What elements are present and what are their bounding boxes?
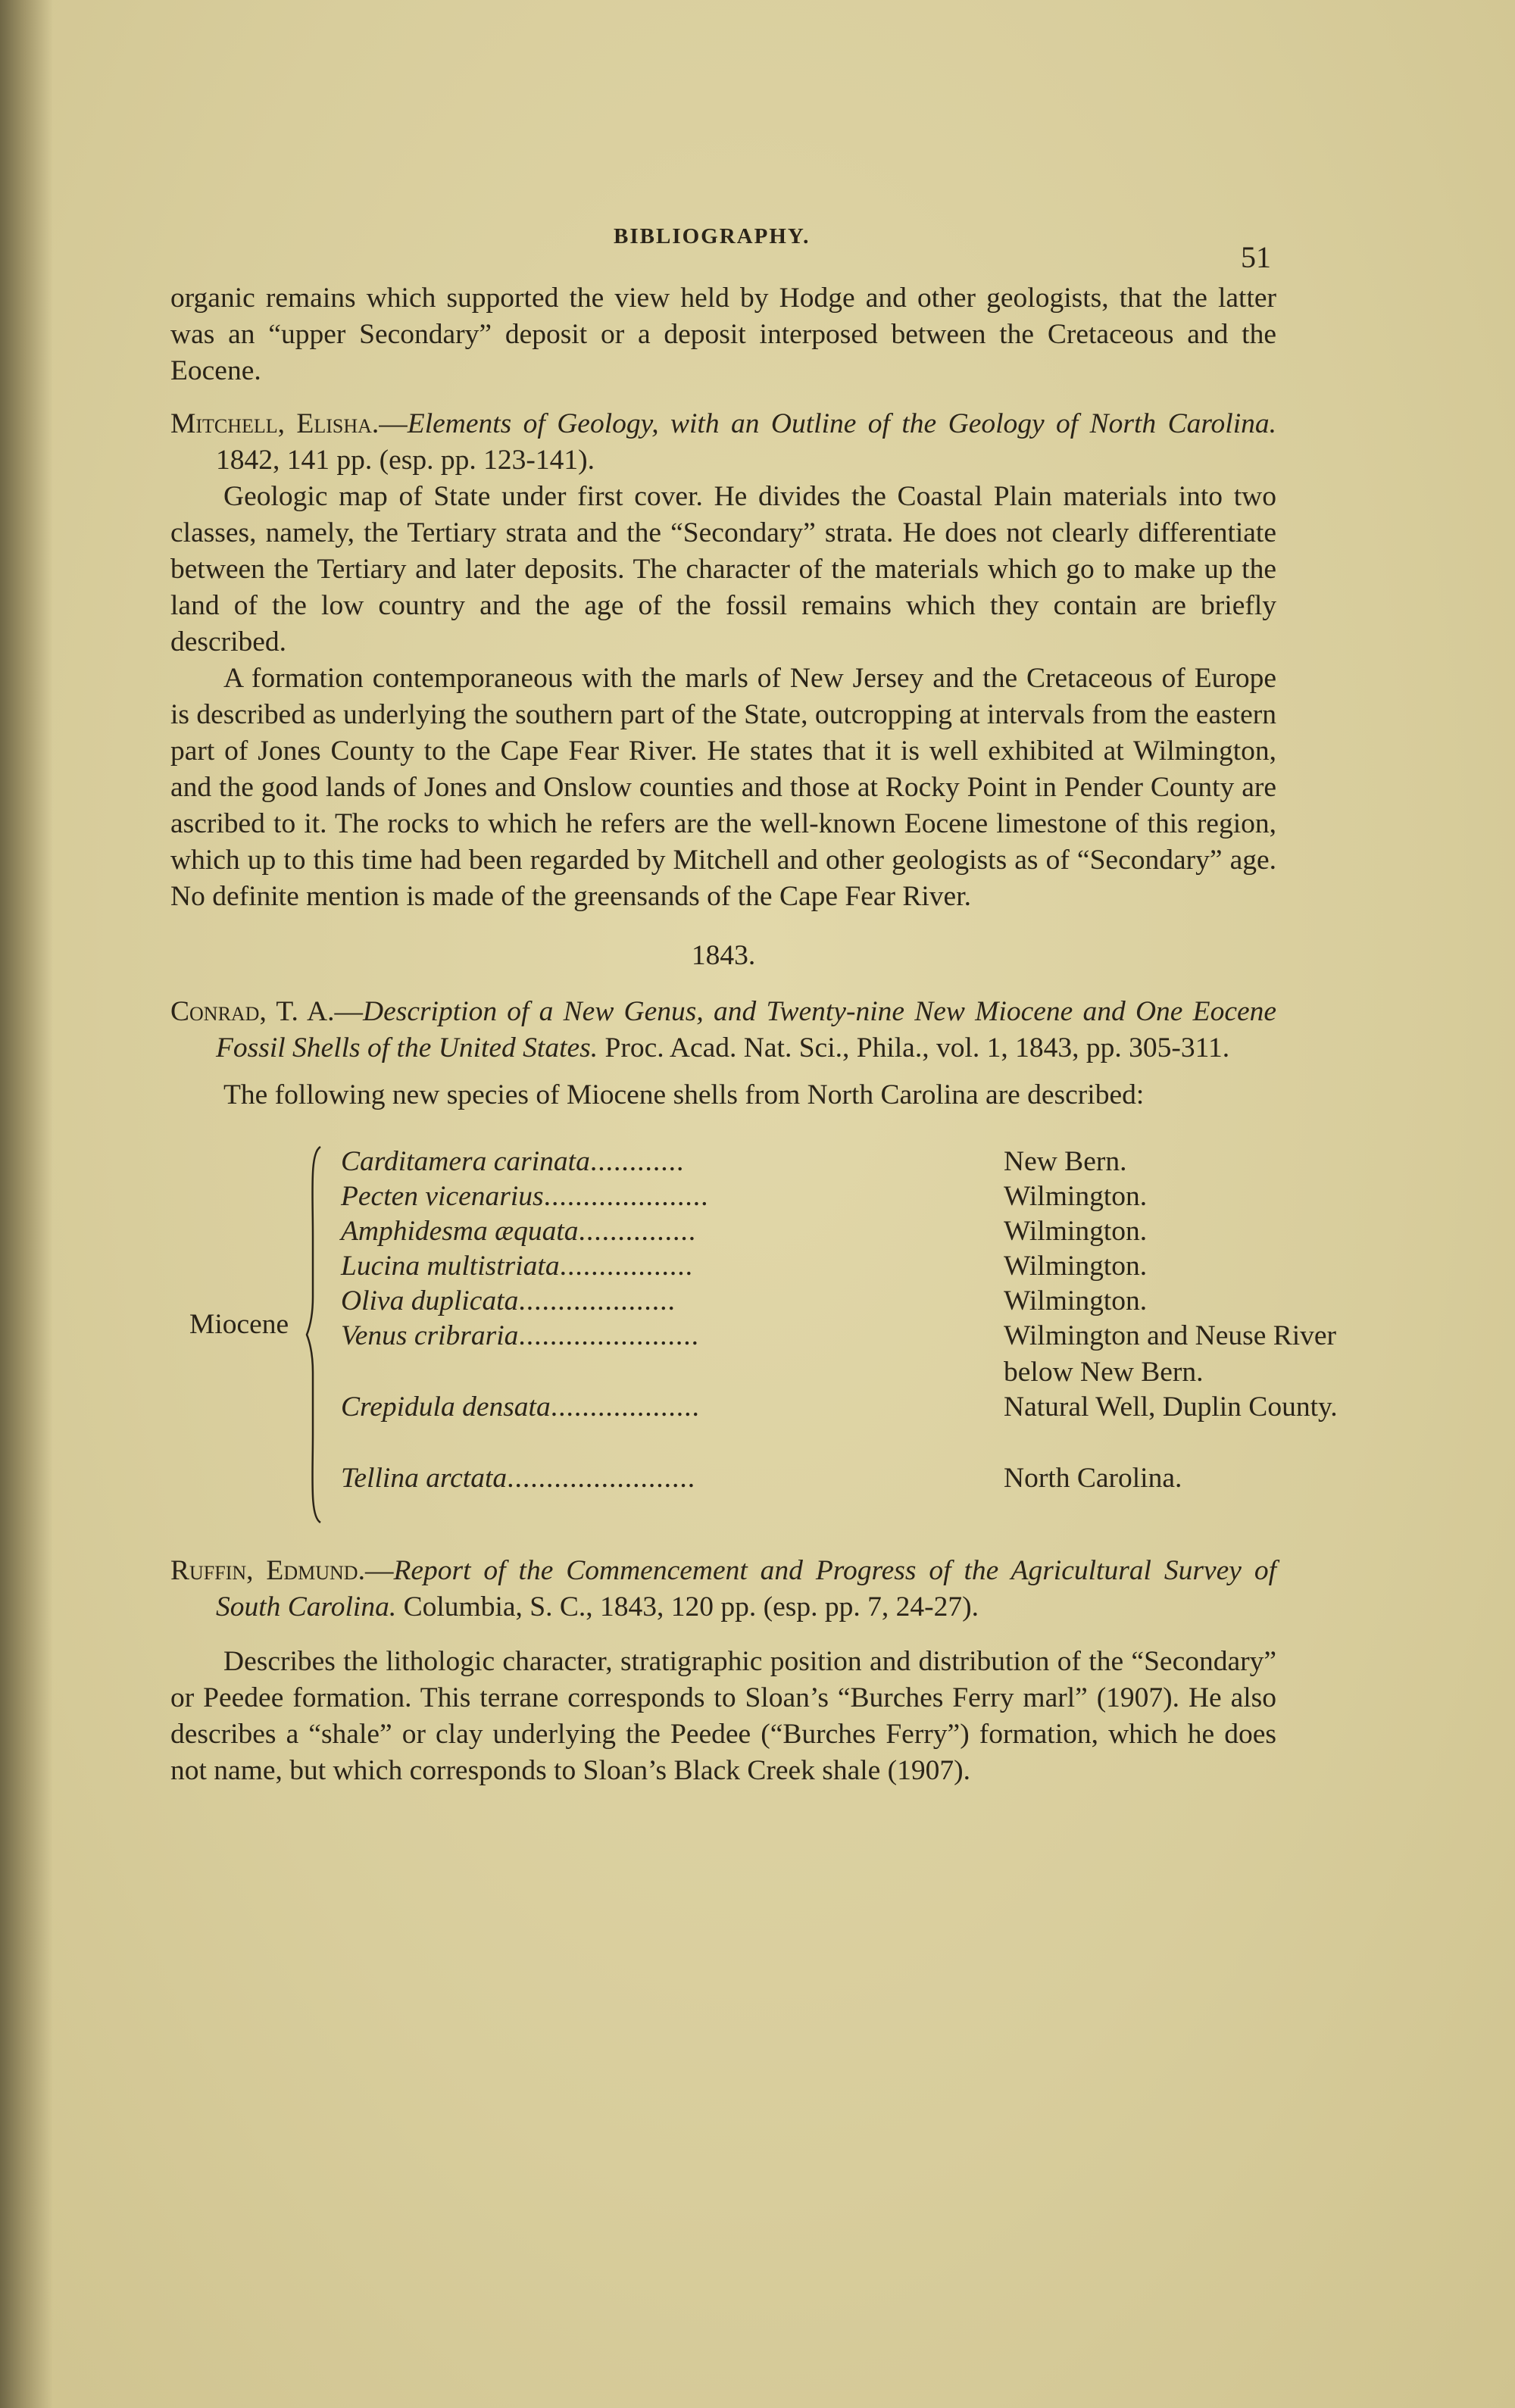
- species-row: [341, 1179, 1280, 1215]
- leader-dots: ....................: [518, 1285, 676, 1316]
- leader-dots: .................: [559, 1251, 693, 1282]
- leader-dots: ........................: [507, 1463, 696, 1494]
- entry-author: Ruffin, Edmund.: [170, 1555, 365, 1586]
- entry-author: Conrad, T. A.: [170, 996, 335, 1027]
- entry-dash: —: [334, 996, 363, 1027]
- leader-dots: .....................: [543, 1181, 709, 1212]
- entry-citation: Proc. Acad. Nat. Sci., Phila., vol. 1, 1843, pp. 305-311.: [598, 1032, 1230, 1063]
- species-name: Tellina arctata: [341, 1463, 508, 1494]
- entry-title: Description of a New Genus, and Twenty-nine New Miocene and One Eocene Fossil Shells of the United States.: [216, 996, 1276, 1063]
- bibliography-entry-ruffin: [170, 1553, 1276, 1626]
- species-locality: Natural Well, Duplin County.: [1004, 1391, 1338, 1423]
- bibliography-entry-mitchell: [170, 406, 1276, 479]
- species-row: [341, 1213, 1280, 1250]
- brace-icon: [305, 1145, 322, 1524]
- page-body: [170, 280, 1338, 1789]
- species-name: Amphidesma æquata: [341, 1216, 579, 1247]
- species-row: [341, 1248, 1280, 1285]
- species-locality: New Bern.: [1004, 1146, 1127, 1177]
- species-name: Carditamera carinata: [341, 1146, 590, 1177]
- species-locality: Wilmington.: [1004, 1285, 1148, 1316]
- species-name: Crepidula densata: [341, 1391, 551, 1423]
- entry-paragraph: A formation contemporaneous with the marls of New Jersey and the Cretaceous of Europe is described as underlying the southern part of the State, outcropping at intervals from the eastern part of Jones County to the Cape Fear River. He states that it is well exhibited at Wilmington, and the good lands of Jones and Onslow counties and those at Rocky Point in Pender County are ascribed to it. The rocks to which he refers are the well-known Eocene limestone of this region, which up to this time had been regarded by Mitchell and other geologists as of “Secondary” age. No definite mention is made of the greensands of the Cape Fear River.: [170, 663, 1276, 912]
- species-locality: Wilmington.: [1004, 1251, 1148, 1282]
- entry-paragraph: Geologic map of State under first cover. He divides the Coastal Plain materials into two classes, namely, the Tertiary strata and the “Secondary” strata. He does not clearly differentiate between the Tertiary and later deposits. The character of the materials which go to make up the land of the low country and the age of the fossil remains which they contain are briefly described.: [170, 481, 1276, 657]
- entry-paragraph: Describes the lithologic character, stratigraphic position and distribution of the “Secondary” or Peedee formation. This terrane corresponds to Sloan’s “Burches Ferry marl” (1907). He also describes a “shale” or clay underlying the Peedee (“Burches Ferry”) formation, which he does not name, but which corresponds to Sloan’s Black Creek shale (1907).: [170, 1646, 1276, 1786]
- species-row: [341, 1144, 1280, 1180]
- species-group-label: Miocene: [189, 1309, 289, 1340]
- entry-title: Elements of Geology, with an Outline of the Geology of North Carolina.: [407, 408, 1276, 439]
- year-heading: 1843.: [691, 940, 756, 971]
- species-row: [341, 1460, 1280, 1497]
- page-header: [0, 224, 1515, 274]
- entry-author: Mitchell, Elisha.: [170, 408, 380, 439]
- species-row: [341, 1389, 1338, 1426]
- entry-paragraph: The following new species of Miocene shells from North Carolina are described:: [223, 1079, 1145, 1110]
- species-row: [341, 1318, 1337, 1388]
- species-table: [170, 1144, 1338, 1553]
- entry-citation: 1842, 141 pp. (esp. pp. 123-141).: [216, 445, 595, 476]
- leader-dots: ...................: [550, 1391, 700, 1423]
- page-gutter-shadow: [0, 0, 53, 2408]
- species-locality: North Carolina.: [1004, 1463, 1182, 1494]
- page-number: 51: [1241, 240, 1271, 274]
- leader-dots: ............: [589, 1146, 685, 1177]
- species-name: Oliva duplicata: [341, 1285, 519, 1316]
- entry-citation: Columbia, S. C., 1843, 120 pp. (esp. pp. 7, 24-27).: [396, 1591, 979, 1623]
- species-locality: Wilmington.: [1004, 1181, 1148, 1212]
- species-name: Venus cribraria: [341, 1320, 519, 1351]
- species-name: Pecten vicenarius: [341, 1181, 544, 1212]
- species-locality: Wilmington.: [1004, 1216, 1148, 1247]
- opening-paragraph: organic remains which supported the view held by Hodge and other geologists, that the latter was an “upper Secondary” deposit or a deposit interposed between the Cretaceous and the Eocene.: [170, 283, 1276, 386]
- leader-dots: .......................: [518, 1320, 699, 1351]
- species-row: [341, 1283, 1280, 1320]
- running-head: BIBLIOGRAPHY.: [614, 224, 811, 248]
- species-locality: Wilmington and Neuse River below New Bern.: [1004, 1320, 1337, 1388]
- entry-dash: —: [379, 408, 408, 439]
- entry-dash: —: [364, 1555, 394, 1586]
- bibliography-entry-conrad: [170, 994, 1276, 1067]
- leader-dots: ...............: [578, 1216, 697, 1247]
- entry-title: Report of the Commencement and Progress of the Agricultural Survey of South Carolina.: [216, 1555, 1276, 1623]
- species-name: Lucina multistriata: [341, 1251, 560, 1282]
